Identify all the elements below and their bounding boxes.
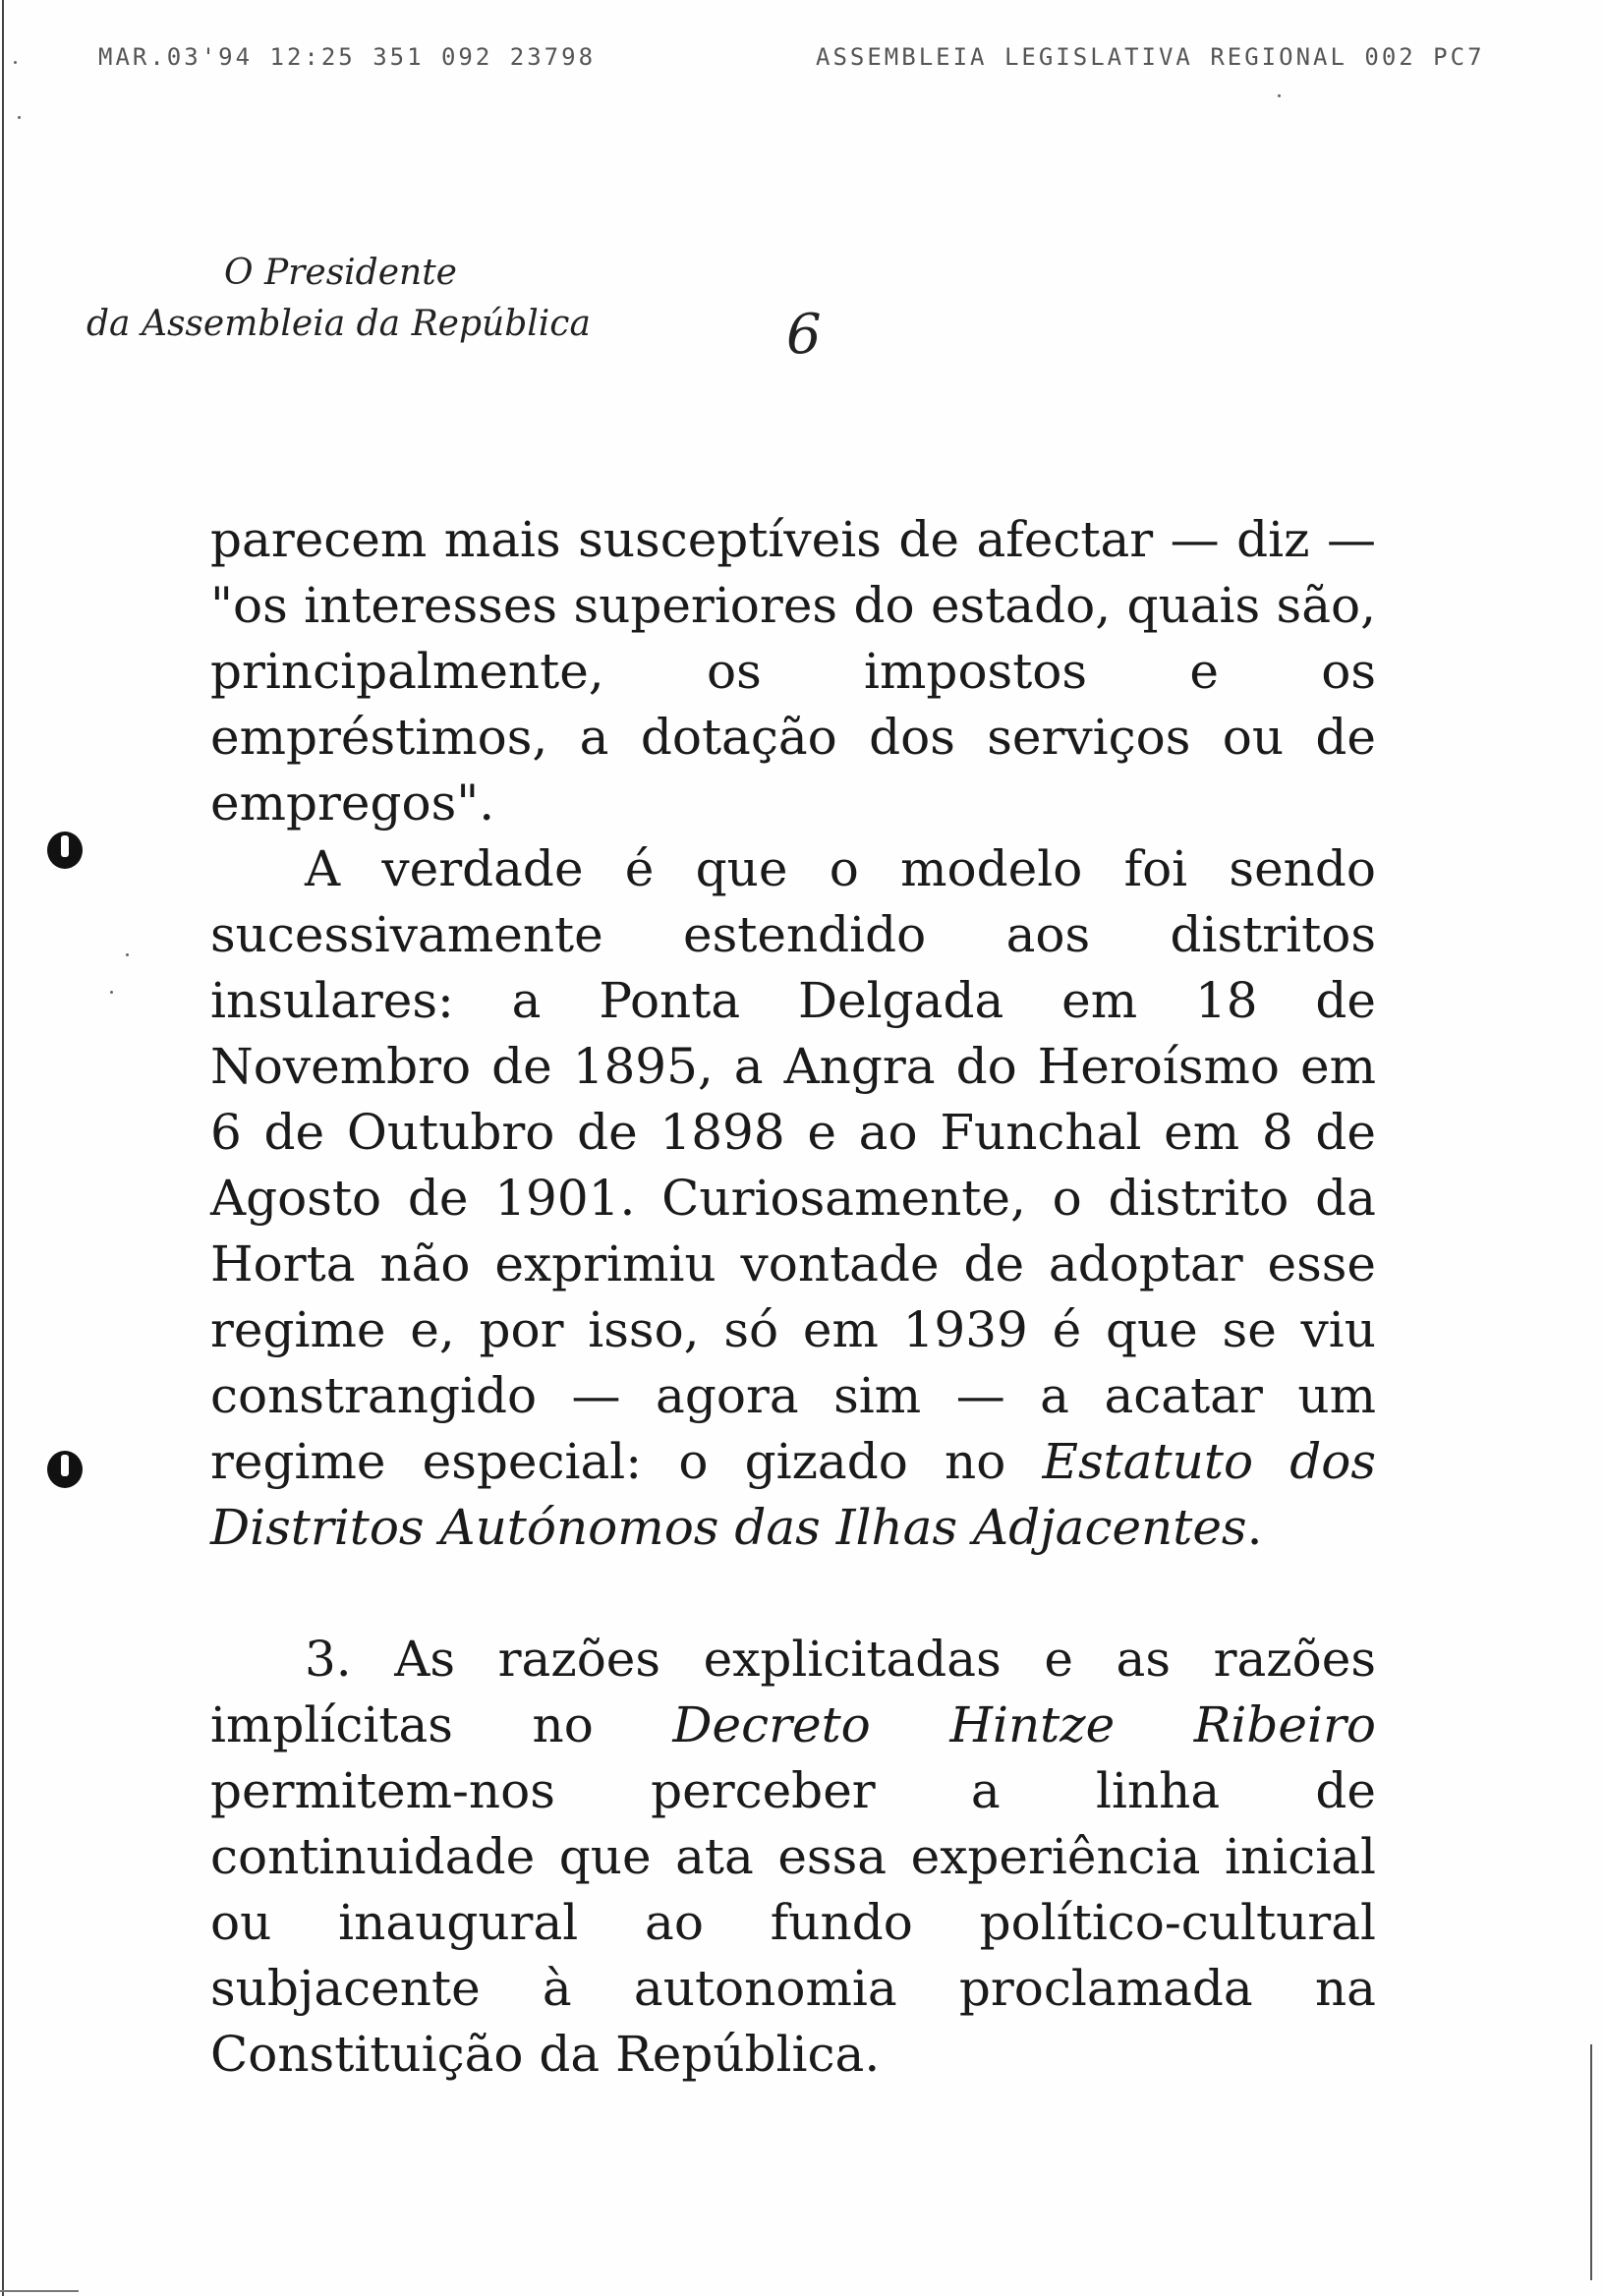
fax-header bbox=[98, 43, 1573, 73]
letterhead-institution: da Assembleia da República bbox=[86, 304, 591, 344]
scan-speck bbox=[126, 953, 129, 956]
page-edge-bottom bbox=[0, 2290, 79, 2292]
letterhead bbox=[86, 248, 676, 350]
fax-header-sender: MAR.03'94 12:25 351 092 23798 bbox=[98, 43, 597, 71]
fax-header-recipient: ASSEMBLEIA LEGISLATIVA REGIONAL 002 PC7 bbox=[816, 43, 1485, 71]
paragraph-text: permitem-nos perceber a linha de continuidade que ata essa experiência inicial ou inaugural ao fundo político-cultural subjacente à autonomia proclamada na Constituição da República. bbox=[210, 1762, 1376, 2083]
paragraph-text: A verdade é que o modelo foi sendo sucessivamente estendido aos distritos insulares: a Ponta Delgada em 18 de Novembro de 1895, a Angra do Heroísmo em 6 de Outubro de 1898 e ao Funchal em 8 de Agosto de 1901. Curiosamente, o distrito da Horta não exprimiu vontade de adoptar esse regime e, por isso, só em 1939 é que se viu constrangido — agora sim — a acatar um regime especial: o gizado no bbox=[210, 840, 1376, 1490]
document-body bbox=[210, 507, 1376, 2088]
page-number: 6 bbox=[786, 303, 822, 367]
scan-speck bbox=[18, 116, 21, 119]
punch-hole-icon bbox=[47, 1451, 83, 1488]
page-edge-right bbox=[1590, 2044, 1592, 2280]
page-edge-left bbox=[2, 0, 4, 2296]
statute-title: Estatuto dos Distritos Autónomos das Ilhas Adjacentes bbox=[210, 1433, 1376, 1556]
paragraph-text: . bbox=[1246, 1499, 1263, 1556]
letterhead-title: O Presidente bbox=[224, 253, 457, 293]
scan-speck bbox=[14, 61, 17, 64]
paragraph-text: 3. As razões explicitadas e as razões implícitas no bbox=[210, 1631, 1376, 1753]
punch-hole-icon bbox=[47, 832, 83, 869]
scan-speck bbox=[1278, 94, 1281, 97]
paragraph-districts bbox=[210, 836, 1376, 1561]
scan-speck bbox=[110, 991, 113, 994]
decree-title: Decreto Hintze Ribeiro bbox=[672, 1696, 1376, 1753]
paragraph-continuation: parecem mais susceptíveis de afectar — diz — "os interesses superiores do estado, quais são, principalmente, os impostos e os empréstimos, a dotação dos serviços ou de empregos". bbox=[210, 511, 1376, 832]
paragraph-gap bbox=[210, 1561, 1376, 1627]
paragraph-reasons bbox=[210, 1627, 1376, 2088]
